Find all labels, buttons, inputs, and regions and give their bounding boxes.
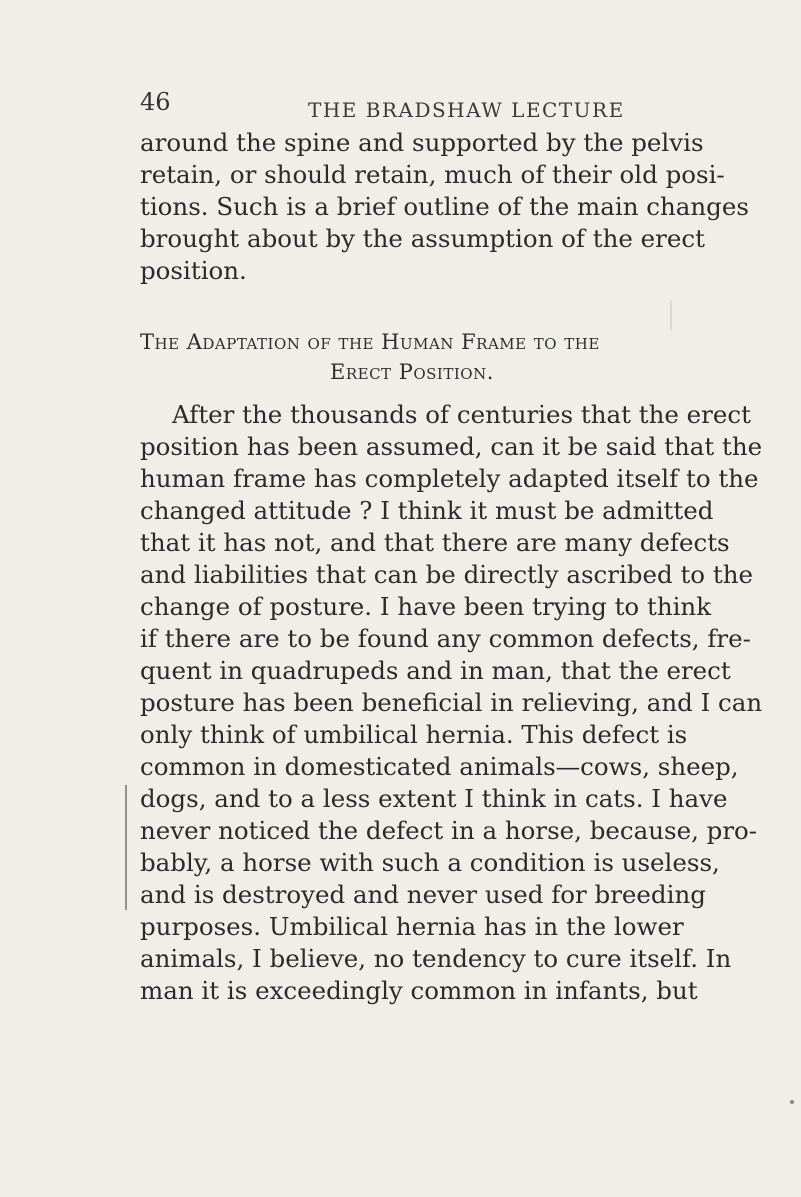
text-line: and is destroyed and never used for breeding [140, 880, 706, 909]
text-line: dogs, and to a less extent I think in cats. I have [140, 784, 728, 813]
text-line: that it has not, and that there are many defects [140, 528, 730, 557]
section-heading-line: Erect Position. [330, 360, 494, 384]
page-header [0, 88, 801, 128]
text-line: common in domesticated animals—cows, sheep, [140, 752, 739, 781]
text-line: After the thousands of centuries that the erect [172, 400, 751, 429]
stray-ink-dot [790, 1100, 794, 1104]
text-line: changed attitude ? I think it must be admitted [140, 496, 714, 525]
text-line: change of posture. I have been trying to think [140, 592, 712, 621]
text-line: and liabilities that can be directly ascribed to the [140, 560, 753, 589]
text-line: retain, or should retain, much of their old posi- [140, 160, 725, 189]
text-line: animals, I believe, no tendency to cure itself. In [140, 944, 732, 973]
running-head: THE BRADSHAW LECTURE [308, 98, 625, 122]
section-heading-line: The Adaptation of the Human Frame to the [140, 330, 600, 354]
text-line: quent in quadrupeds and in man, that the erect [140, 656, 731, 685]
text-line: around the spine and supported by the pelvis [140, 128, 704, 157]
text-line: only think of umbilical hernia. This defect is [140, 720, 688, 749]
text-line: if there are to be found any common defects, fre- [140, 624, 751, 653]
text-line: bably, a horse with such a condition is useless, [140, 848, 720, 877]
text-line: human frame has completely adapted itself to the [140, 464, 759, 493]
text-line: purposes. Umbilical hernia has in the lower [140, 912, 684, 941]
text-line: position. [140, 256, 247, 285]
text-line: man it is exceedingly common in infants, but [140, 976, 698, 1005]
page-number: 46 [140, 88, 171, 116]
text-line: position has been assumed, can it be said that the [140, 432, 763, 461]
pencil-margin-rule [125, 785, 127, 910]
text-line: tions. Such is a brief outline of the main changes [140, 192, 749, 221]
faint-margin-mark [670, 300, 672, 330]
text-line: never noticed the defect in a horse, because, pro- [140, 816, 758, 845]
text-line: brought about by the assumption of the erect [140, 224, 705, 253]
text-line: posture has been beneficial in relieving, and I can [140, 688, 763, 717]
